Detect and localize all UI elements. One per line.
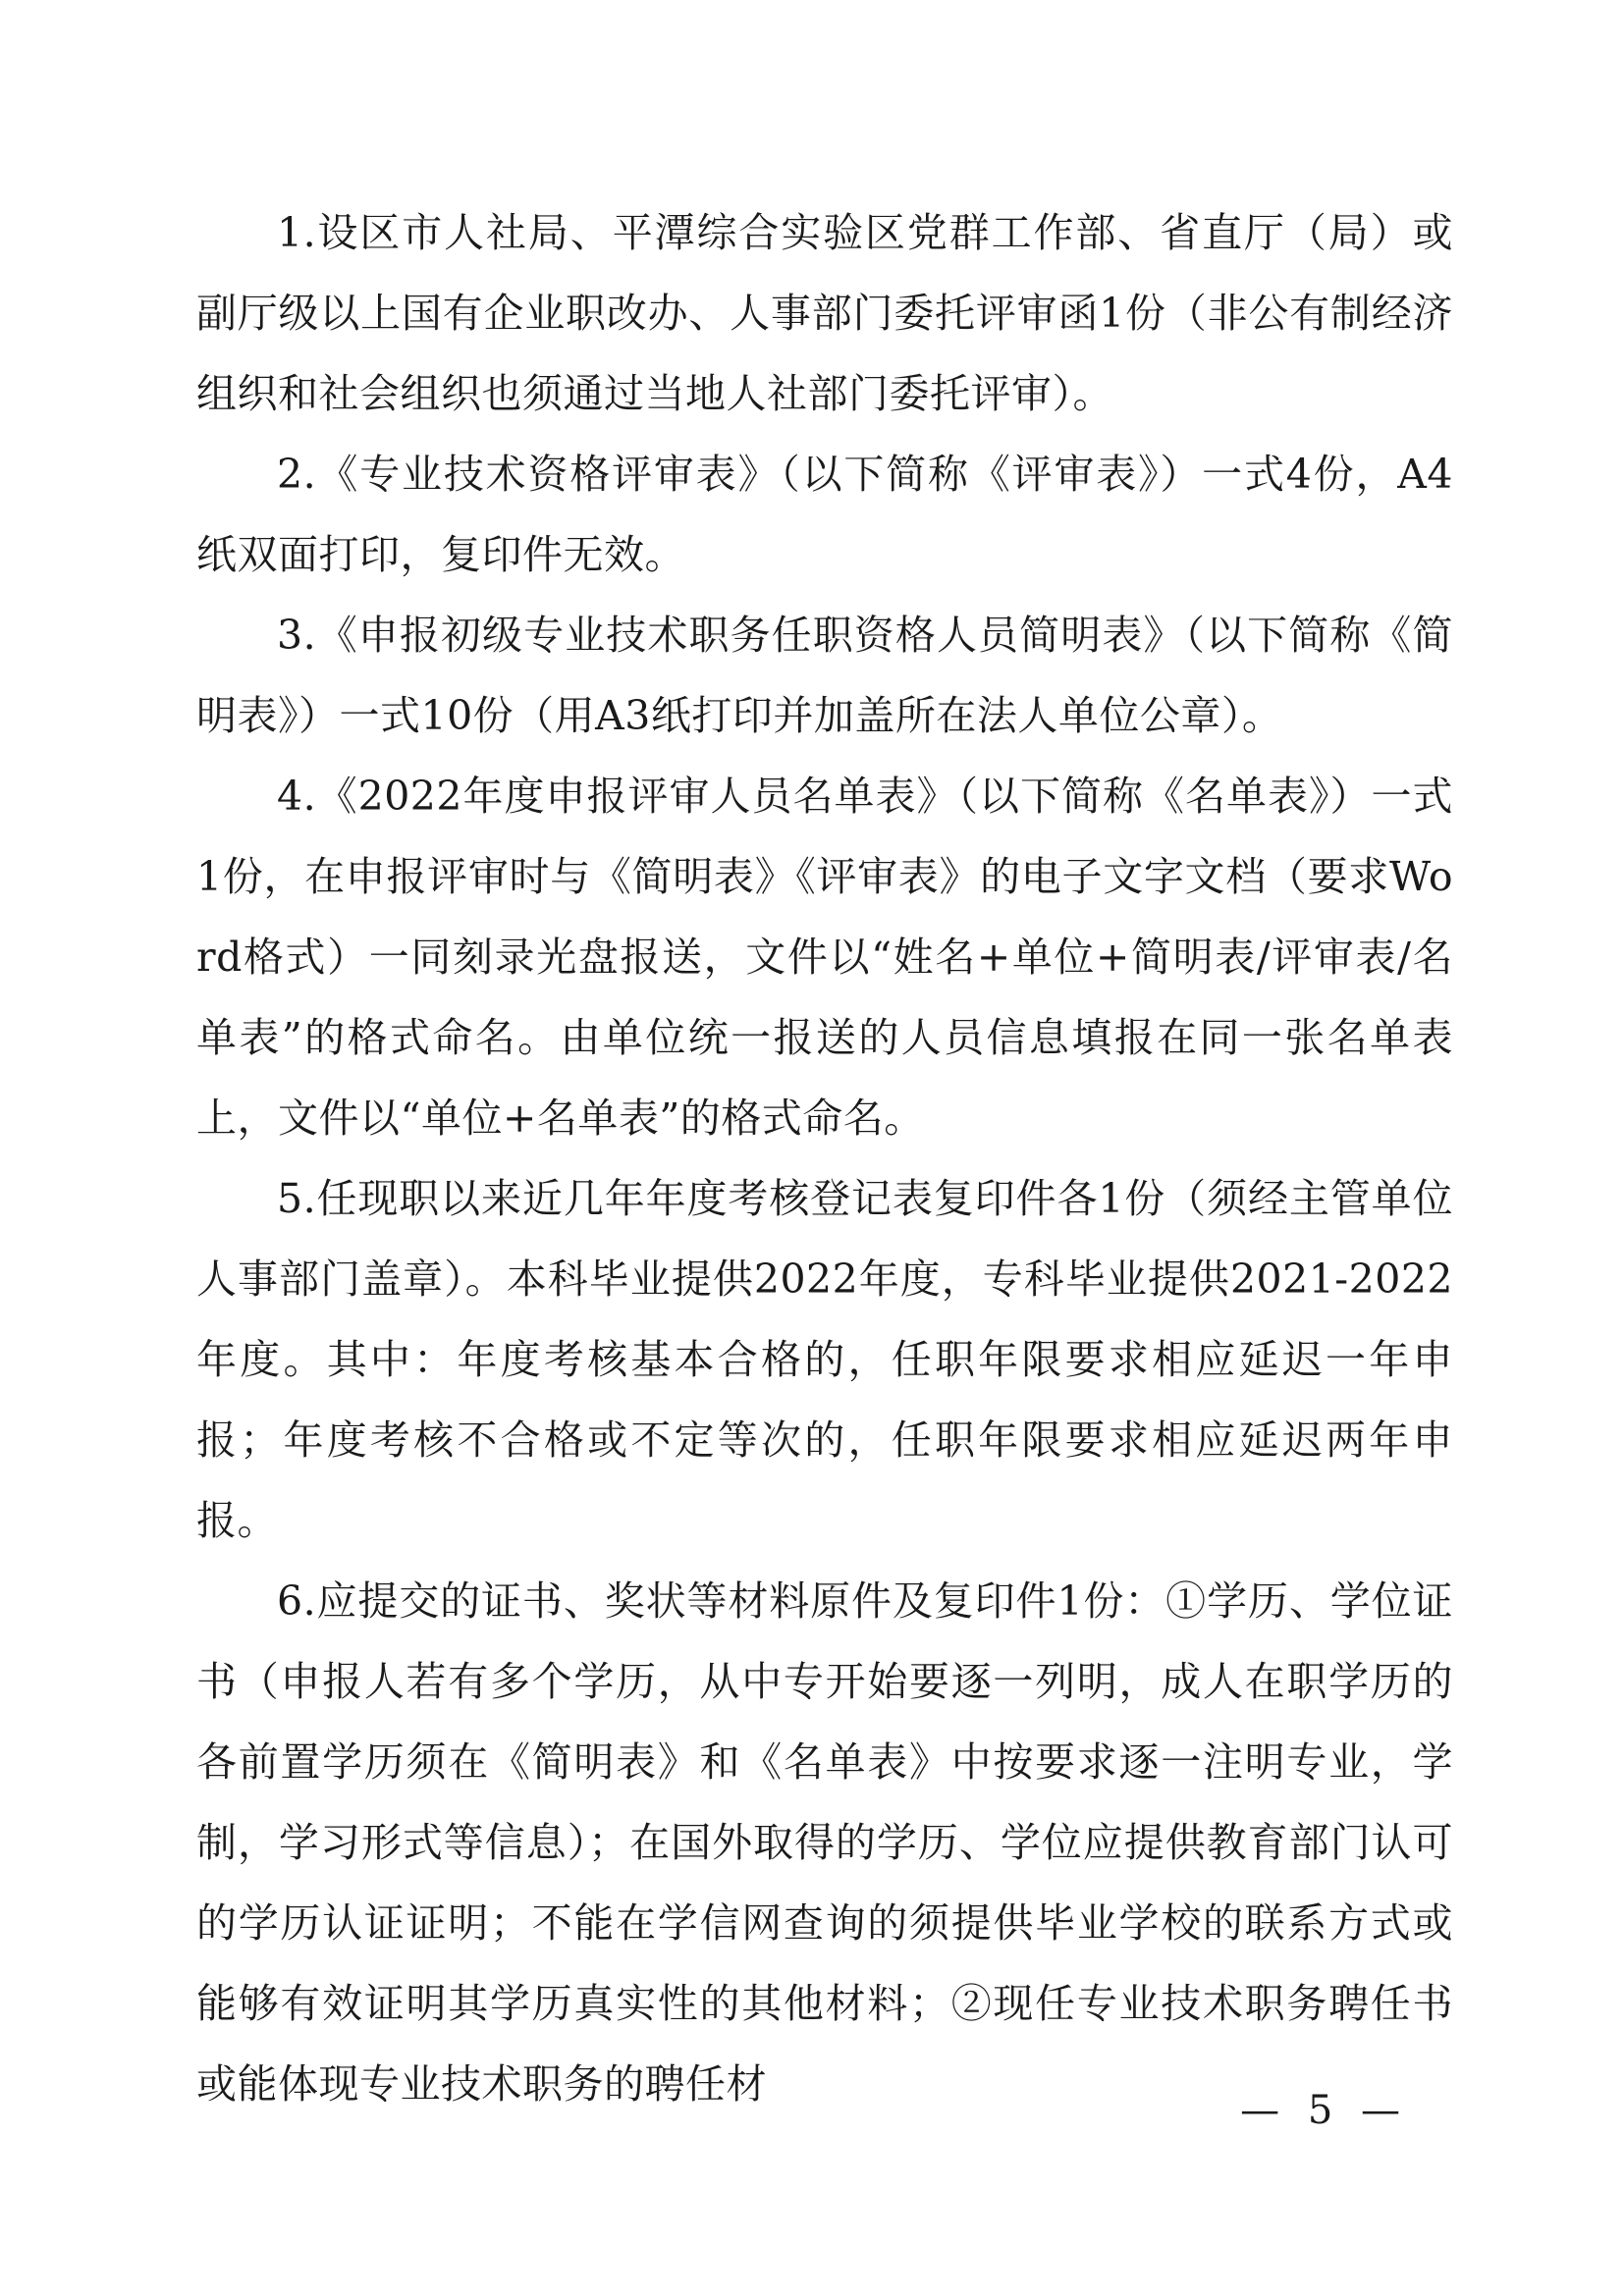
- paragraph-3: 3.《申报初级专业技术职务任职资格人员简明表》（以下简称《简明表》）一式10份（用A3纸打印并加盖所在法人单位公章）。: [196, 612, 1453, 739]
- paragraph-2: 2.《专业技术资格评审表》（以下简称《评审表》）一式4份，A4纸双面打印，复印件无效。: [196, 451, 1453, 578]
- paragraph-6: 6.应提交的证书、奖状等材料原件及复印件1份：①学历、学位证书（申报人若有多个学历，从中专开始要逐一列明，成人在职学历的各前置学历须在《简明表》和《名单表》中按要求逐一注明专业，学制，学习形式等信息）；在国外取得的学历、学位应提供教育部门认可的学历认证证明；不能在学信网查询的须提供毕业学校的联系方式或能够有效证明其学历真实性的其他材料；②现任专业技术职务聘任书或能体现专业技术职务的聘任材: [196, 1577, 1453, 2108]
- page-number: — 5 —: [1240, 2088, 1408, 2133]
- paragraph-4: 4.《2022年度申报评审人员名单表》（以下简称《名单表》）一式1份，在申报评审时与《简明表》《评审表》的电子文字文档（要求Word格式）一同刻录光盘报送，文件以“姓名+单位+简明表/评审表/名单表”的格式命名。由单位统一报送的人员信息填报在同一张名单表上，文件以“单位+名单表”的格式命名。: [196, 773, 1453, 1142]
- document-body: [196, 192, 1453, 2124]
- paragraph-5: 5.任现职以来近几年年度考核登记表复印件各1份（须经主管单位人事部门盖章）。本科毕业提供2022年度，专科毕业提供2021-2022年度。其中：年度考核基本合格的，任职年限要求相应延迟一年申报；年度考核不合格或不定等次的，任职年限要求相应延迟两年申报。: [196, 1175, 1453, 1544]
- paragraph-1: 1.设区市人社局、平潭综合实验区党群工作部、省直厅（局）或副厅级以上国有企业职改办、人事部门委托评审函1份（非公有制经济组织和社会组织也须通过当地人社部门委托评审）。: [196, 209, 1453, 417]
